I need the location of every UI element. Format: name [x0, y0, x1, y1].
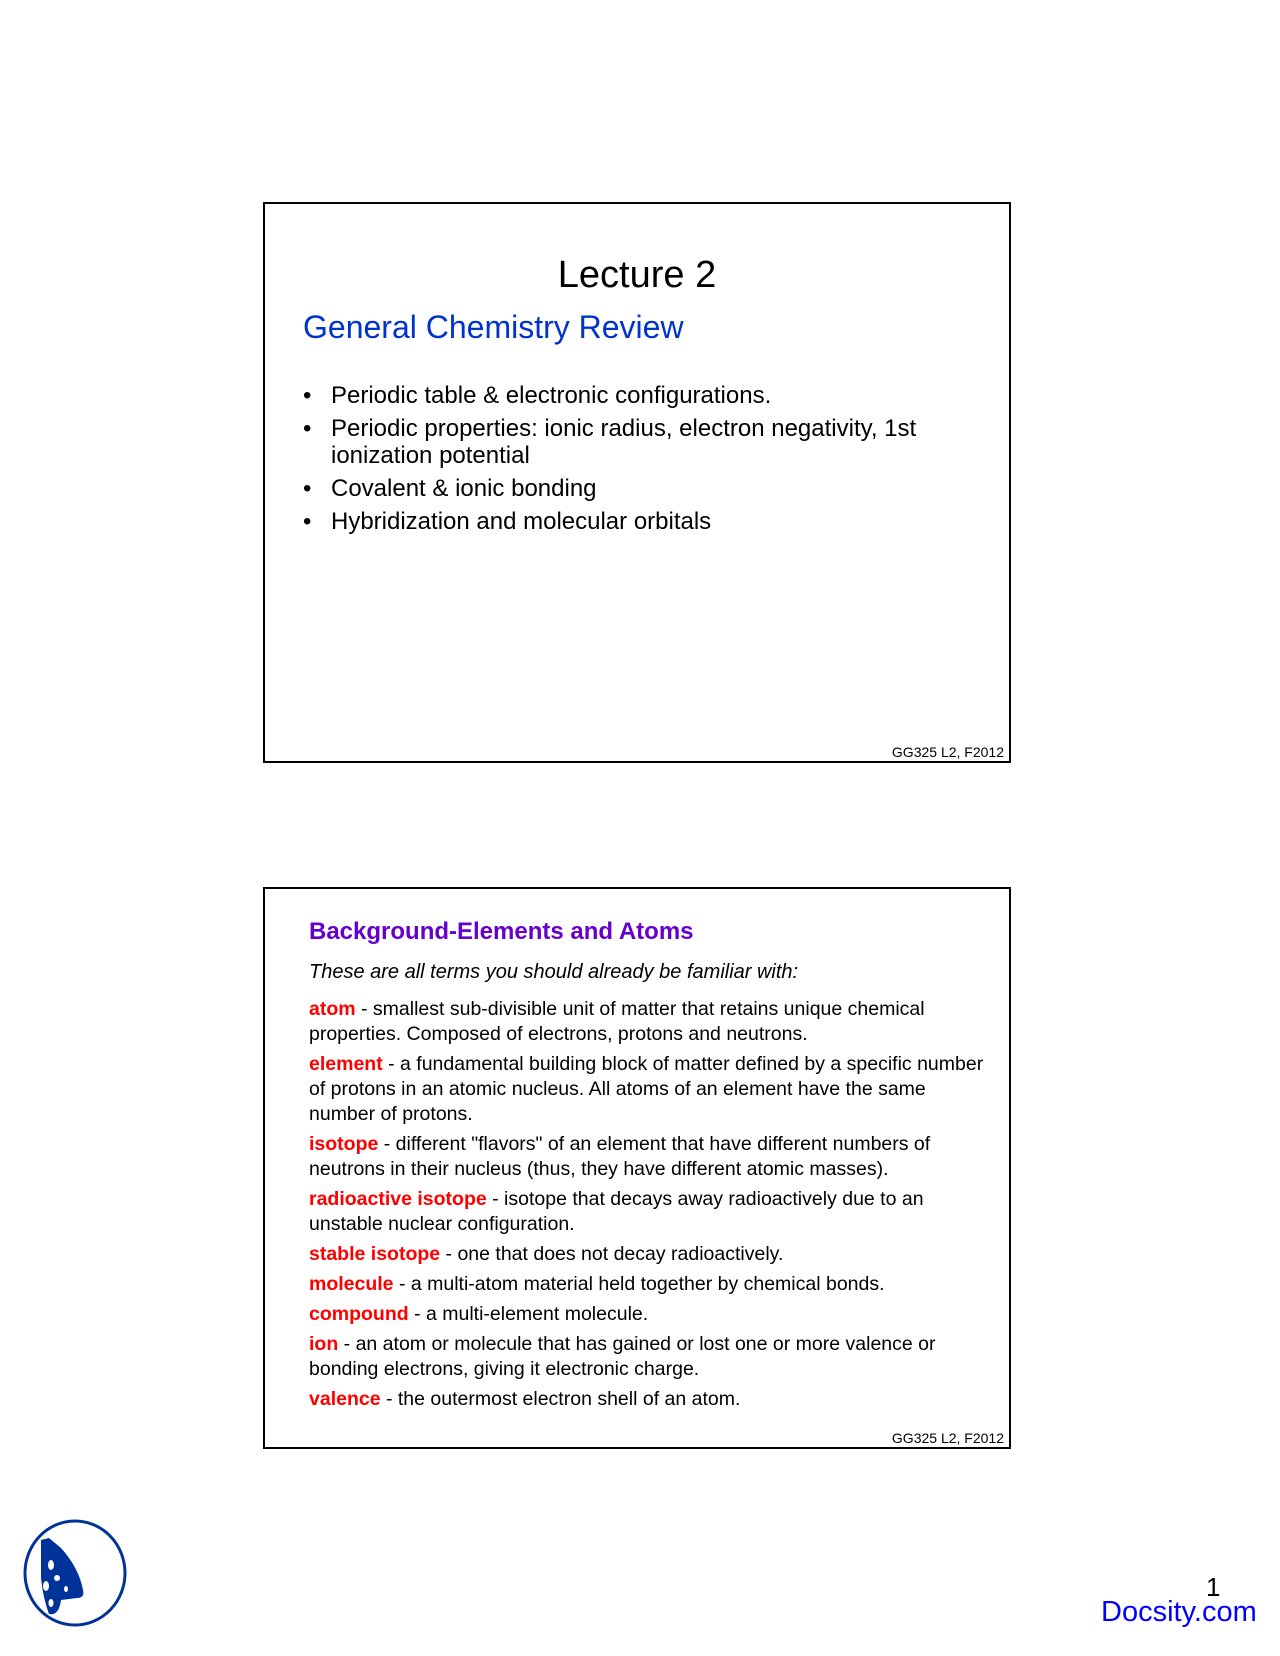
slide-footer: GG325 L2, F2012: [891, 744, 1004, 760]
topic-list: [303, 382, 983, 541]
slide-background: [263, 887, 1011, 1449]
definition: [309, 1242, 989, 1267]
slide-heading: Background-Elements and Atoms: [309, 918, 694, 945]
term-definition: - an atom or molecule that has gained or lost one or more valence or bonding electrons, giving it electronic charge.: [309, 1333, 936, 1380]
slide-title: Lecture 2: [557, 254, 717, 296]
slide-intro: These are all terms you should already be familiar with:: [309, 961, 799, 983]
term: element: [309, 1053, 383, 1075]
list-item: • Hybridization and molecular orbitals: [303, 508, 983, 535]
list-item: • Periodic table & electronic configurations.: [303, 382, 983, 409]
term-definition: - a multi-atom material held together by chemical bonds.: [393, 1273, 885, 1295]
term-definition: - a fundamental building block of matter defined by a specific number of protons in an atomic nucleus. All atoms of an element have the same number of protons.: [309, 1053, 984, 1125]
term-definition: - a multi-element molecule.: [408, 1303, 649, 1325]
term: radioactive isotope: [309, 1188, 487, 1210]
definition: [309, 997, 989, 1047]
docsity-link[interactable]: Docsity.com: [1101, 1596, 1257, 1628]
definition: [309, 1332, 989, 1382]
term: ion: [309, 1333, 339, 1355]
term-definition: - smallest sub-divisible unit of matter that retains unique chemical properties. Composed of electrons, protons and neutrons.: [309, 998, 925, 1045]
term-definition: - isotope that decays away radioactively due to an unstable nuclear configuration.: [309, 1188, 924, 1235]
definition: [309, 1187, 989, 1237]
slide-footer: GG325 L2, F2012: [891, 1430, 1004, 1446]
definition: [309, 1132, 989, 1182]
term: valence: [309, 1388, 381, 1410]
definition: [309, 1302, 989, 1327]
definition: [309, 1052, 989, 1127]
term: atom: [309, 998, 356, 1020]
term: molecule: [309, 1273, 394, 1295]
page-number: 1: [1206, 1572, 1221, 1602]
slide-lecture-title: [263, 202, 1011, 763]
term-definition: - different "flavors" of an element that have different numbers of neutrons in their nucleus (thus, they have different atomic masses).: [309, 1133, 931, 1180]
term-definition: - one that does not decay radioactively.: [440, 1243, 784, 1265]
slide-subtitle: General Chemistry Review: [303, 309, 684, 345]
definition-list: [309, 997, 989, 1417]
docsity-logo-icon[interactable]: [21, 1518, 129, 1628]
definition: [309, 1387, 989, 1412]
term: isotope: [309, 1133, 379, 1155]
term: stable isotope: [309, 1243, 441, 1265]
definition: [309, 1272, 989, 1297]
term-definition: - the outermost electron shell of an atom.: [380, 1388, 741, 1410]
term: compound: [309, 1303, 409, 1325]
list-item: • Periodic properties: ionic radius, electron negativity, 1st ionization potential: [303, 415, 983, 469]
list-item: • Covalent & ionic bonding: [303, 475, 983, 502]
